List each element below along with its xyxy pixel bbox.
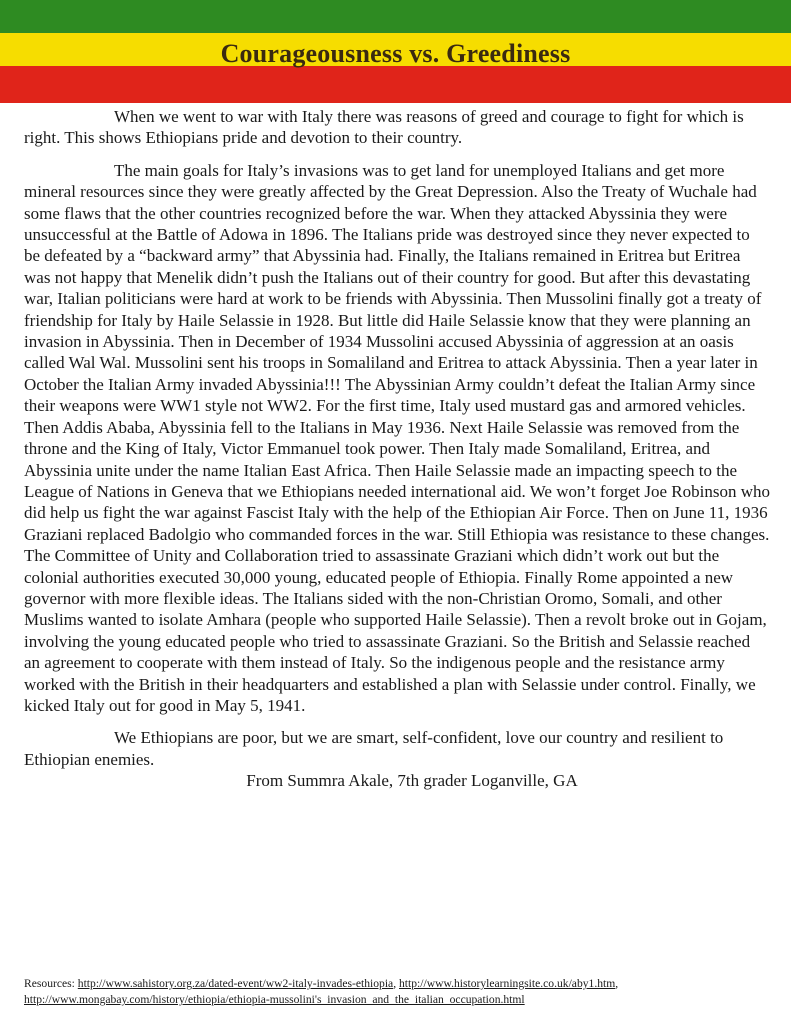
resources-section <box>24 976 769 1008</box>
resource-link-sahistory[interactable]: http://www.sahistory.org.za/dated-event/ww2-italy-invades-ethiopia <box>77 977 394 990</box>
essay-body <box>24 106 770 792</box>
page-title: Courageousness vs. Greediness <box>220 39 571 68</box>
resource-link-historylearningsite[interactable]: http://www.historylearningsite.co.uk/aby1.htm <box>399 977 616 990</box>
author-byline: From Summra Akale, 7th grader Loganville, GA <box>246 771 578 791</box>
resource-link-mongabay[interactable]: http://www.mongabay.com/history/ethiopia/ethiopia-mussolini's_invasion_and_the_italian_occupation.html <box>24 993 525 1006</box>
intro-paragraph: When we went to war with Italy there was reasons of greed and courage to fight for which is right. This shows Ethiopians pride and devotion to their country. <box>24 107 744 148</box>
flag-red-stripe <box>0 66 791 103</box>
ethiopian-flag-banner <box>0 0 791 103</box>
main-paragraph: The main goals for Italy’s invasions was to get land for unemployed Italians and get more mineral resources since they were greatly affected by the Great Depression. Also the Treaty of Wuchale had some flaws that the other countries recognized before the war. When they attacked Abyssinia they were unsuccessful at the Battle of Adowa in 1896. The Italians pride was destroyed since they never expected to be defeated by a “backward army” that Abyssinia had. Finally, the Italians remained in Eritrea but Eritrea was not happy that Menelik didn’t push the Italians out of their country for good. But after this devastating war, Italian politicians were hard at work to be friends with Abyssinia. Then Mussolini finally got a treaty of friendship for Italy by Haile Selassie in 1928. But little did Haile Selassie know that they were planning an invasion in Abyssinia. Then in December of 1934 Mussolini accused Abyssinia of aggression at an oasis called Wal Wal. Mussolini sent his troops in Somaliland and Eritrea to attack Abyssinia. Then a year later in October the Italian Army invaded Abyssinia!!! The Abyssinian Army couldn’t defeat the Italian Army since their weapons were WW1 style not WW2. For the first time, Italy used mustard gas and armored vehicles. Then Addis Ababa, Abyssinia fell to the Italians in May 1936. Next Haile Selassie was removed from the throne and the King of Italy, Victor Emmanuel took power. Then Italy made Somaliland, Eritrea, and Abyssinia unite under the name Italian East Africa. Then Haile Selassie made an impacting speech to the League of Nations in Geneva that we Ethiopians needed international aid. We won’t forget Joe Robinson who did help us fight the war against Fascist Italy with the help of the Ethiopian Air Force. Then on June 11, 1936 Graziani replaced Badolgio who commanded forces in the war. Still Ethiopia was resistance to these changes. The Committee of Unity and Collaboration tried to assassinate Graziani which didn’t work out but the colonial authorities executed 30,000 young, educated people of Ethiopia. Finally Rome appointed a new governor with more flexible ideas. The Italians sided with the non-Christian Oromo, Somali, and other Muslims wanted to isolate Amhara (people who supported Haile Selassie). Then a revolt broke out in Gojam, involving the young educated people who tried to assassinate Graziani. So the British and Selassie reached an agreement to cooperate with them instead of Italy. So the indigenous people and the resistance army worked with the British in their headquarters and established a plan with Selassie under control. Finally, we kicked Italy out for good in May 5, 1941. <box>24 160 770 715</box>
closing-paragraph: We Ethiopians are poor, but we are smart, self-confident, love our country and resilient to Ethiopian enemies. <box>24 728 724 769</box>
resources-label: Resources: <box>24 977 78 990</box>
resource-separator: , <box>393 977 399 990</box>
resource-trailing-comma: , <box>615 977 619 990</box>
flag-green-stripe <box>0 0 791 33</box>
